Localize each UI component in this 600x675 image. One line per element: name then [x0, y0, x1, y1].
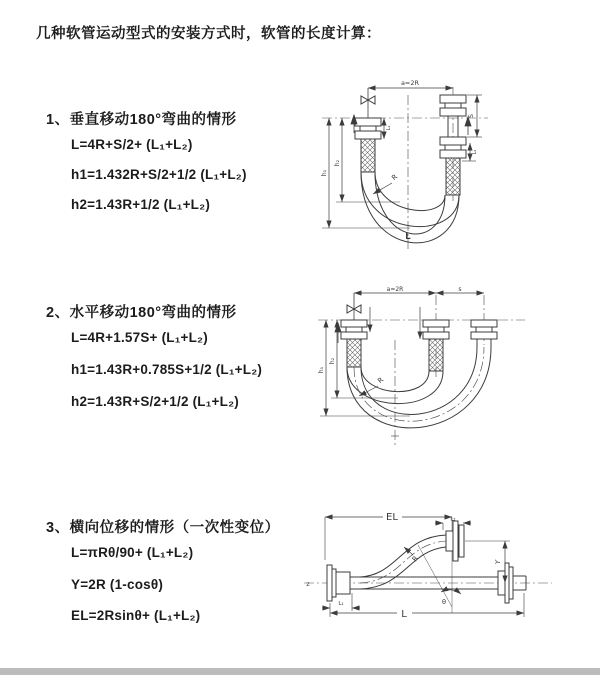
- centerlines: [304, 517, 552, 613]
- dim-label-L: L: [405, 232, 411, 242]
- pipes-and-flanges: [341, 293, 497, 371]
- section-2-formula-h1: h1=1.43R+0.785S+1/2 (L₁+L₂): [71, 362, 263, 377]
- dim-label-s: s: [458, 286, 462, 293]
- dim-label-Y: Y: [494, 559, 502, 565]
- page-title: 几种软管运动型式的安装方式时，软管的长度计算：: [36, 26, 381, 42]
- section-2-heading: 2、水平移动180°弯曲的情形: [46, 305, 237, 321]
- hose-braid-left: [361, 139, 375, 172]
- dim-label-a2r: a=2R: [400, 79, 420, 87]
- dim-label-h1: h₁: [318, 366, 325, 374]
- section-1-formula-h1: h1=1.432R+S/2+1/2 (L₁+L₂): [71, 167, 247, 182]
- dim-label-h2: h₂: [329, 357, 336, 365]
- diagram-2-horizontal-movement: [310, 285, 540, 460]
- dim-label-EL: EL: [386, 512, 398, 523]
- dim-label-L1: L₁: [386, 125, 392, 131]
- pipes-and-flanges: [355, 88, 466, 195]
- dim-label-S: S: [468, 114, 475, 118]
- pipe-break-mark: z: [306, 580, 310, 588]
- section-1-heading: 1、垂直移动180°弯曲的情形: [46, 112, 237, 128]
- dim-label-R: R: [410, 554, 421, 564]
- dim-label-h2: h₂: [334, 159, 341, 167]
- dim-label-L1: L₁: [338, 601, 344, 607]
- hose-braid-left: [347, 339, 361, 367]
- dim-label-L2: L₂: [450, 516, 456, 523]
- section-3-formula-EL: EL=2Rsinθ+ (L₁+L₂): [71, 608, 201, 623]
- hose-braid-middle: [429, 339, 443, 371]
- dim-label-h1: h₁: [321, 169, 328, 177]
- section-1-formula-h2: h2=1.43R+1/2 (L₁+L₂): [71, 197, 211, 212]
- dim-label-L2: L₂: [472, 149, 478, 155]
- dim-label-R: R: [376, 375, 386, 386]
- dimensions: [320, 293, 484, 436]
- dimensions: [322, 517, 524, 617]
- section-2-formula-h2: h2=1.43R+S/2+1/2 (L₁+L₂): [71, 394, 239, 409]
- hose-braid-right: [446, 158, 460, 195]
- section-2-formula-L: L=4R+1.57S+ (L₁+L₂): [71, 330, 208, 345]
- dim-label-a2r: a=2R: [386, 286, 404, 293]
- dimension-labels: [306, 512, 502, 620]
- centerlines: [318, 295, 525, 447]
- diagram-3-lateral-displacement: [300, 505, 560, 645]
- dim-label-L: L: [401, 609, 407, 620]
- dim-label-theta: θ: [442, 598, 446, 606]
- section-3-formula-L: L=πRθ/90+ (L₁+L₂): [71, 545, 194, 560]
- section-1-formula-L: L=4R+S/2+ (L₁+L₂): [71, 137, 193, 152]
- diagram-1-vertical-movement: [310, 75, 530, 255]
- scan-bottom-edge: [0, 668, 600, 675]
- section-3-formula-Y: Y=2R (1-cosθ): [71, 577, 164, 592]
- hose-curves: [350, 535, 498, 589]
- dim-label-R: R: [390, 172, 400, 183]
- section-3-heading: 3、横向位移的情形（一次性变位）: [46, 520, 280, 536]
